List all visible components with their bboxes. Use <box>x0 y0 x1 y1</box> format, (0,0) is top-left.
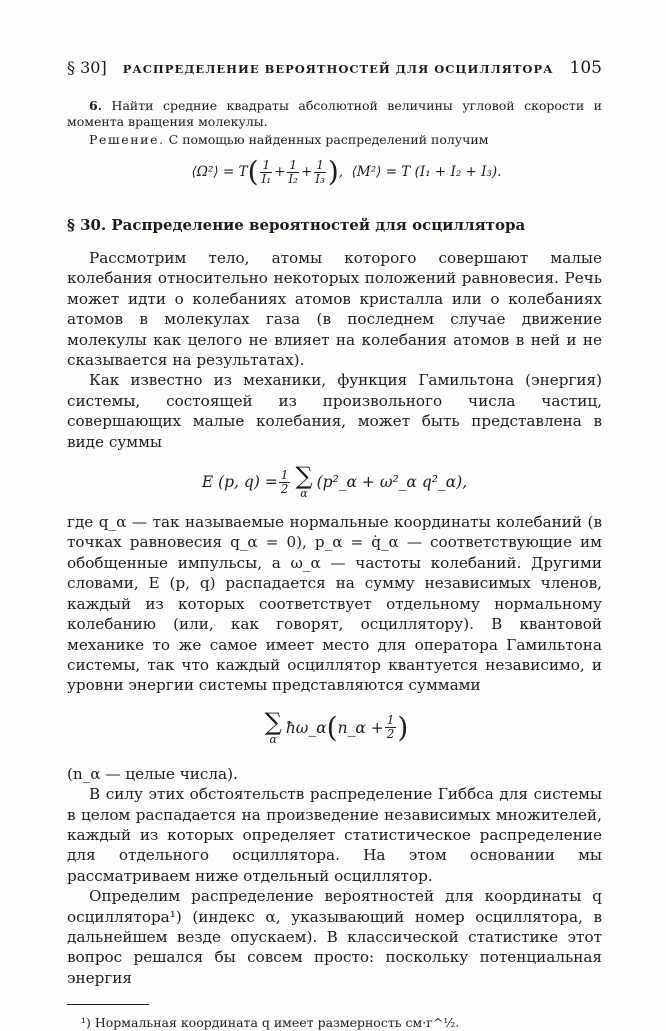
running-header <box>67 58 602 78</box>
energy-body: (p²_α + ω²_α q²_α), <box>316 472 468 491</box>
formula-lhs: ⟨Ω²⟩ = T <box>191 164 248 180</box>
paragraph-6: Определим распределение вероятностей для координаты q осциллятора¹) (индекс α, указывающий номер осциллятора, в дальнейшем везде опускаем). В классической статистике этот вопрос решался бы совсем просто: поскольку потенциальная энергия <box>67 887 602 987</box>
fraction-1: $\frac{1}{\text{I₁}}$ <box>261 157 272 186</box>
formula-comma: , <box>338 164 352 180</box>
sum-index: α <box>269 732 277 746</box>
section-heading: § 30. Распределение вероятностей для осциллятора <box>67 216 526 234</box>
sum-sign: ∑ <box>264 707 282 736</box>
solution-formula <box>91 154 602 190</box>
fraction-2: $\frac{1}{\text{I₂}}$ <box>288 157 298 186</box>
formula-paren-open: ( <box>247 155 259 188</box>
section-body <box>67 248 602 988</box>
problem-statement <box>67 98 602 130</box>
levels-paren-open: ( <box>326 710 338 744</box>
sum-index: α <box>300 487 308 501</box>
header-section: § 30] <box>67 58 107 77</box>
paragraph-2: Как известно из механики, функция Гамильтона (энергия) системы, состоящей из произвольного числа частиц, совершающих малые колебания, может быть представлена в виде суммы <box>67 371 602 451</box>
problem-block <box>67 98 602 130</box>
energy-equation <box>67 458 602 506</box>
levels-body: ħω_α <box>285 718 327 737</box>
energy-sum <box>295 464 312 500</box>
page <box>67 58 602 1031</box>
levels-half: $\frac{1}{2}$ <box>386 713 395 742</box>
page-number: 105 <box>569 58 602 78</box>
energy-lhs: E (p, q) = <box>201 472 278 491</box>
problem-number: 6. <box>89 98 103 113</box>
levels-paren-close: ) <box>397 710 409 744</box>
sum-sign: ∑ <box>295 462 313 491</box>
paragraph-5: В силу этих обстоятельств распределение Гиббса для системы в целом распадается на произведение независимых множителей, каждый из которых определяет статистическое распределение для отдельного осциллятора. На этом основании мы рассматриваем ниже отдельный осциллятор. <box>67 785 602 885</box>
fraction-3: $\frac{1}{\text{I₃}}$ <box>315 157 325 186</box>
solution-line <box>67 132 602 148</box>
footnote: ¹) Нормальная координата q имеет размерность см·г^½. <box>81 1015 460 1031</box>
paragraph-1: Рассмотрим тело, атомы которого совершают малые колебания относительно некоторых положений равновесия. Речь может идти о колебаниях атомов кристалла или о колебаниях атомов в молекулах газа (в последнем случае движение молекулы как целого не влияет на колебания атомов в ней и не сказывается на результатах). <box>67 249 602 370</box>
paragraph-3: где q_α — так называемые нормальные координаты колебаний (в точках равновесия q_α = 0), p_α = q̇_α — соответствующие им обобщенные импульсы, а ω_α — частоты колебаний. Другими словами, E (p, q) распадается на сумму независимых членов, каждый из которых соответствует отдельному нормальному колебанию (или, как говорят, осциллятору). В квантовой механике то же самое имеет место для оператора Гамильтона системы, так что каждый осциллятор квантуется независимо, и уровни энергии системы представляются суммами <box>67 513 602 695</box>
footnote-rule <box>67 1004 149 1005</box>
plus-1: + <box>274 164 286 180</box>
paragraph-4: (n_α — целые числа). <box>67 764 238 783</box>
energy-half: $\frac{1}{2}$ <box>280 467 289 496</box>
formula-rhs: ⟨M²⟩ = T (I₁ + I₂ + I₃). <box>351 164 502 180</box>
solution-label: Решение. <box>89 132 165 147</box>
levels-n: n_α + <box>337 718 384 737</box>
solution-text: С помощью найденных распределений получим <box>168 132 489 147</box>
header-title: РАСПРЕДЕЛЕНИЕ ВЕРОЯТНОСТЕЙ ДЛЯ ОСЦИЛЛЯТОРА <box>122 62 554 76</box>
plus-2: + <box>300 164 313 180</box>
levels-sum <box>264 707 282 746</box>
levels-equation <box>67 700 602 756</box>
problem-text: Найти средние квадраты абсолютной величины угловой скорости и момента вращения молекулы. <box>67 98 602 129</box>
formula-paren-close: ) <box>327 155 339 188</box>
